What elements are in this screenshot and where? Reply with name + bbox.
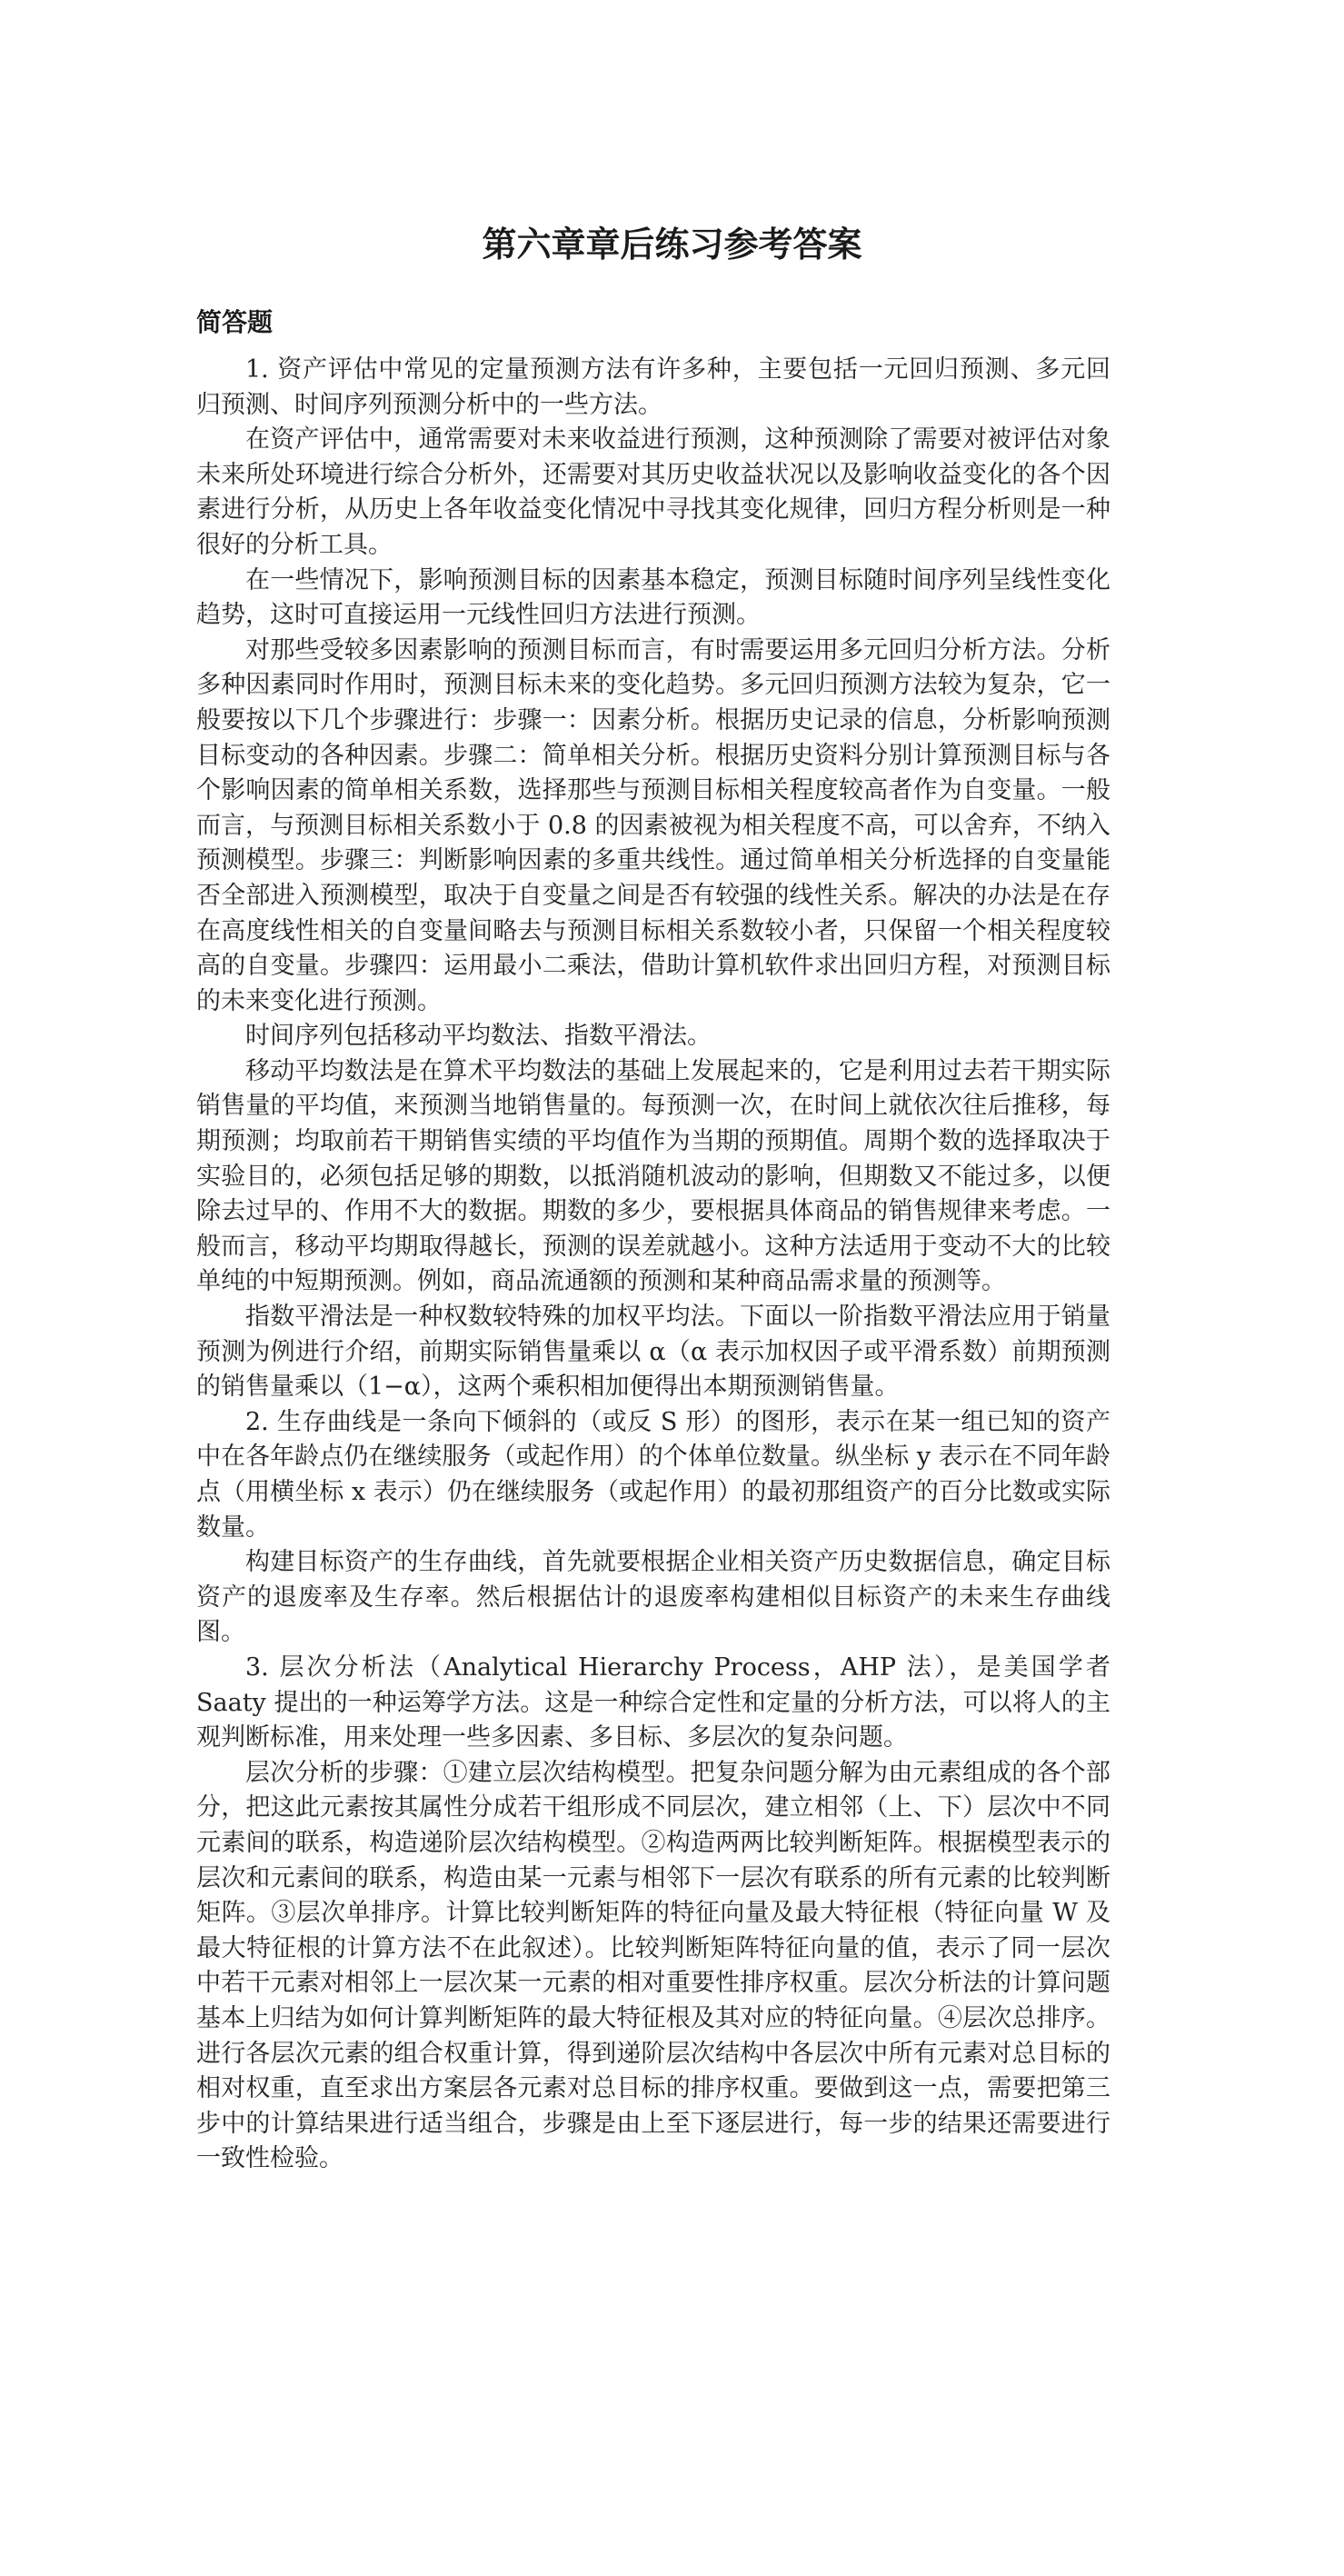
paragraph-1: 1. 资产评估中常见的定量预测方法有许多种，主要包括一元回归预测、多元回归预测、时间序列预测分析中的一些方法。 xyxy=(196,355,1110,419)
paragraph-2: 在资产评估中，通常需要对未来收益进行预测，这种预测除了需要对被评估对象未来所处环境进行综合分析外，还需要对其历史收益状况以及影响收益变化的各个因素进行分析，从历史上各年收益变化情况中寻找其变化规律，回归方程分析则是一种很好的分析工具。 xyxy=(196,425,1110,559)
paragraph-9: 构建目标资产的生存曲线，首先就要根据企业相关资产历史数据信息，确定目标资产的退废率及生存率。然后根据估计的退废率构建相似目标资产的未来生存曲线图。 xyxy=(196,1548,1110,1647)
paragraph-6: 移动平均数法是在算术平均数法的基础上发展起来的，它是利用过去若干期实际销售量的平均值，来预测当地销售量的。每预测一次，在时间上就依次往后推移，每期预测；均取前若干期销售实绩的平均值作为当期的预期值。周期个数的选择取决于实验目的，必须包括足够的期数，以抵消随机波动的影响，但期数又不能过多，以便除去过早的、作用不大的数据。期数的多少，要根据具体商品的销售规律来考虑。一般而言，移动平均期取得越长，预测的误差就越小。这种方法适用于变动不大的比较单纯的中短期预测。例如，商品流通额的预测和某种商品需求量的预测等。 xyxy=(196,1056,1110,1296)
paragraph-7: 指数平滑法是一种权数较特殊的加权平均法。下面以一阶指数平滑法应用于销量预测为例进行介绍，前期实际销售量乘以 α（α 表示加权因子或平滑系数）前期预测的销售量乘以（1−α），这两个乘积相加便得出本期预测销售量。 xyxy=(196,1303,1110,1402)
paragraph-8: 2. 生存曲线是一条向下倾斜的（或反 S 形）的图形，表示在某一组已知的资产中在各年龄点仍在继续服务（或起作用）的个体单位数量。纵坐标 y 表示在不同年龄点（用横坐标 x 表示）仍在继续服务（或起作用）的最初那组资产的百分比数或实际数量。 xyxy=(196,1407,1110,1542)
document-title: 第六章章后练习参考答案 xyxy=(482,225,862,265)
document-body xyxy=(196,353,1110,2177)
paragraph-5: 时间序列包括移动平均数法、指数平滑法。 xyxy=(245,1022,712,1051)
paragraph-10: 3. 层次分析法（Analytical Hierarchy Process，AHP 法），是美国学者 Saaty 提出的一种运筹学方法。这是一种综合定性和定量的分析方法，可以将人的主观判断标准，用来处理一些多因素、多目标、多层次的复杂问题。 xyxy=(196,1652,1110,1752)
paragraph-11: 层次分析的步骤：①建立层次结构模型。把复杂问题分解为由元素组成的各个部分，把这此元素按其属性分成若干组形成不同层次，建立相邻（上、下）层次中不同元素间的联系，构造递阶层次结构模型。②构造两两比较判断矩阵。根据模型表示的层次和元素间的联系，构造由某一元素与相邻下一层次有联系的所有元素的比较判断矩阵。③层次单排序。计算比较判断矩阵的特征向量及最大特征根（特征向量 W 及最大特征根的计算方法不在此叙述）。比较判断矩阵特征向量的值，表示了同一层次中若干元素对相邻上一层次某一元素的相对重要性排序权重。层次分析法的计算问题基本上归结为如何计算判断矩阵的最大特征根及其对应的特征向量。④层次总排序。进行各层次元素的组合权重计算，得到递阶层次结构中各层次中所有元素对总目标的相对权重，直至求出方案层各元素对总目标的排序权重。要做到这一点，需要把第三步中的计算结果进行适当组合，步骤是由上至下逐层进行，每一步的结果还需要进行一致性检验。 xyxy=(196,1758,1110,2173)
paragraph-4: 对那些受较多因素影响的预测目标而言，有时需要运用多元回归分析方法。分析多种因素同时作用时，预测目标未来的变化趋势。多元回归预测方法较为复杂，它一般要按以下几个步骤进行：步骤一：因素分析。根据历史记录的信息，分析影响预测目标变动的各种因素。步骤二：简单相关分析。根据历史资料分别计算预测目标与各个影响因素的简单相关系数，选择那些与预测目标相关程度较高者作为自变量。一般而言，与预测目标相关系数小于 0.8 的因素被视为相关程度不高，可以舍弃，不纳入预测模型。步骤三：判断影响因素的多重共线性。通过简单相关分析选择的自变量能否全部进入预测模型，取决于自变量之间是否有较强的线性关系。解决的办法是在存在高度线性相关的自变量间略去与预测目标相关系数较小者，只保留一个相关程度较高的自变量。步骤四：运用最小二乘法，借助计算机软件求出回归方程，对预测目标的未来变化进行预测。 xyxy=(196,635,1110,1015)
paragraph-3: 在一些情况下，影响预测目标的因素基本稳定，预测目标随时间序列呈线性变化趋势，这时可直接运用一元线性回归方法进行预测。 xyxy=(196,565,1110,630)
section-heading: 简答题 xyxy=(196,307,274,337)
